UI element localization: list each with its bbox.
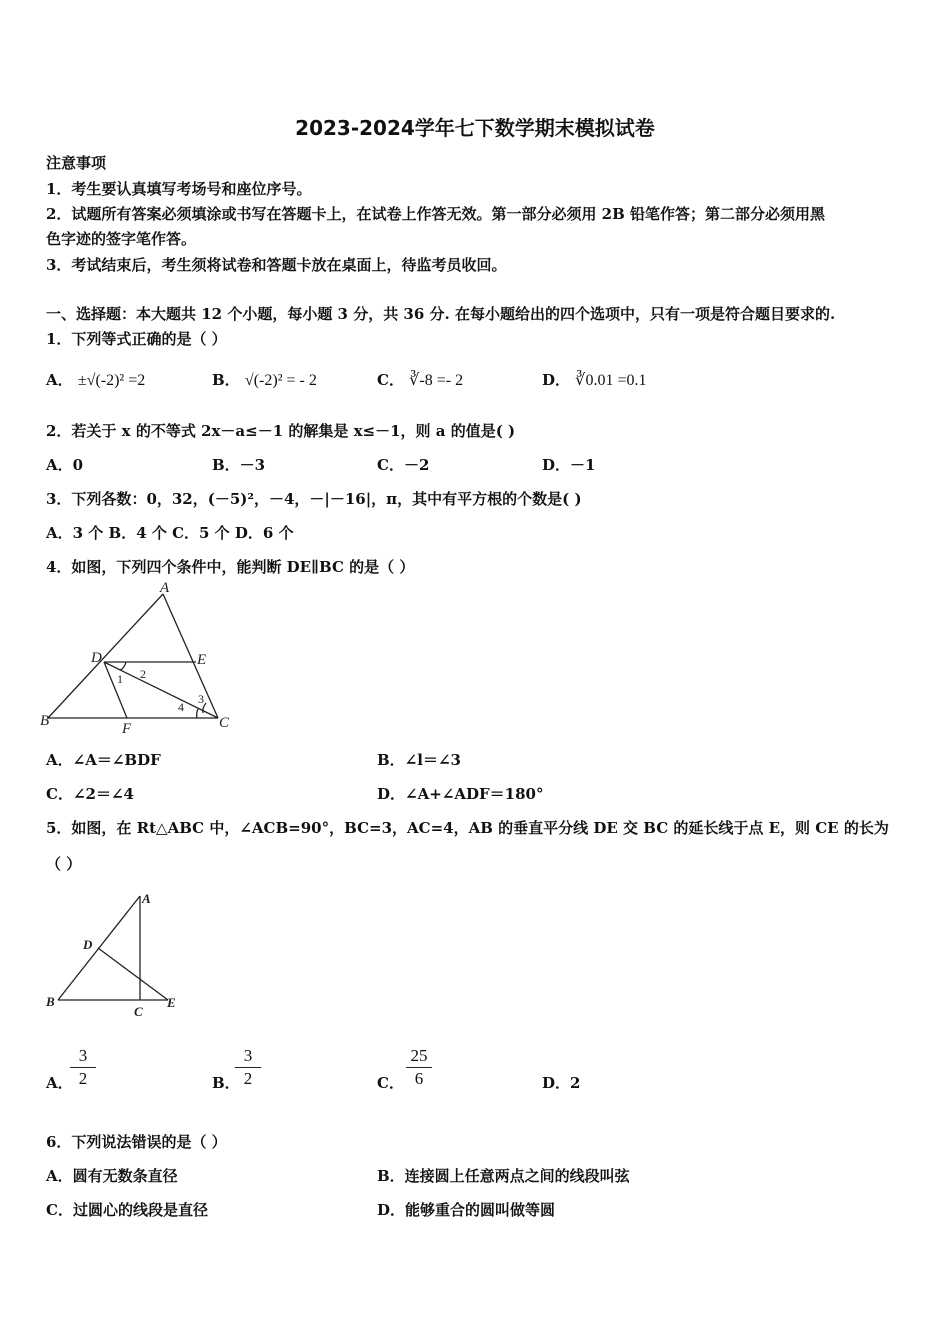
q4-label-e: E	[197, 652, 207, 668]
q2-option-d: D．－1	[542, 456, 596, 474]
q1-option-b	[212, 369, 317, 390]
q2-stem: 2．若关于 x 的不等式 2x－a≤－1 的解集是 x≤－1，则 a 的值是( )	[46, 422, 516, 440]
q4-option-d: D．∠A+∠ADF＝180°	[377, 785, 544, 803]
q1-b-label: B．	[212, 371, 240, 389]
q2-option-b: B．－3	[212, 456, 266, 474]
q4-angle-arc-1	[120, 662, 126, 670]
q1-c-math: ∛-8 =- 2	[409, 372, 464, 389]
q4-line-ac	[163, 594, 218, 718]
q1-option-a	[46, 369, 145, 390]
q4-label-a: A	[160, 582, 170, 596]
q6-option-a: A．圆有无数条直径	[46, 1167, 178, 1185]
q4-angle-arc-4	[197, 709, 198, 718]
q4-line-df	[104, 662, 127, 718]
q3-stem: 3．下列各数：0，32，(－5)²，－4，－|－16|，π，其中有平方根的个数是( )	[46, 490, 582, 508]
q5-label-b: B	[46, 994, 55, 1009]
q4-line-ab	[48, 594, 163, 718]
q4-label-d: D	[91, 650, 102, 666]
q5-c-denominator: 6	[414, 1069, 424, 1088]
q1-d-label: D．	[542, 371, 571, 389]
q4-angle-label-2: 2	[140, 667, 146, 681]
q5-c-label: C．	[377, 1074, 404, 1092]
q5-a-denominator: 2	[78, 1069, 88, 1088]
q4-figure	[40, 582, 240, 734]
q2-option-c: C．－2	[377, 456, 430, 474]
q6-option-c: C．过圆心的线段是直径	[46, 1201, 208, 1219]
q4-angle-label-4: 4	[178, 700, 184, 714]
q4-option-b: B．∠l＝∠3	[377, 751, 461, 769]
q5-label-e: E	[167, 995, 176, 1010]
q1-option-d	[542, 369, 646, 390]
q5-label-c: C	[134, 1004, 143, 1019]
q2-option-a: A．0	[46, 456, 84, 474]
page-title: 2023-2024学年七下数学期末模拟试卷	[295, 116, 655, 140]
q5-b-fraction	[235, 1046, 261, 1089]
q4-option-c: C．∠2＝∠4	[46, 785, 134, 803]
q4-label-b: B	[40, 713, 50, 729]
note-item-3: 3．考试结束后，考生须将试卷和答题卡放在桌面上，待监考员收回。	[46, 256, 507, 274]
q6-stem: 6．下列说法错误的是（ ）	[46, 1133, 227, 1151]
q4-angle-label-1: 1	[117, 672, 123, 686]
q1-c-label: C．	[377, 371, 404, 389]
section-heading: 一、选择题：本大题共 12 个小题，每小题 3 分，共 36 分. 在每小题给出的四个选项中，只有一项是符合题目要求的.	[46, 305, 836, 323]
q4-stem: 4．如图，下列四个条件中，能判断 DE∥BC 的是（ ）	[46, 558, 415, 576]
q1-stem: 1．下列等式正确的是（ ）	[46, 330, 227, 348]
q5-b-label: B．	[212, 1074, 240, 1092]
q1-a-math: ±√(-2)² =2	[77, 372, 146, 389]
q5-option-d: D．2	[542, 1074, 581, 1092]
q4-option-a: A．∠A＝∠BDF	[46, 751, 161, 769]
note-item-2-cont: 色字迹的签字笔作答。	[46, 230, 197, 248]
q4-line-dc	[104, 662, 218, 718]
q1-a-label: A．	[46, 371, 73, 389]
q5-b-denominator: 2	[243, 1069, 253, 1088]
note-item-2: 2．试题所有答案必须填涂或书写在答题卡上，在试卷上作答无效。第一部分必须用 2B 铅笔作答；第二部分必须用黑	[46, 205, 826, 223]
q5-c-fraction	[406, 1046, 432, 1089]
q3-options: A．3 个 B．4 个 C．5 个 D．6 个	[46, 524, 294, 542]
notes-heading: 注意事项	[46, 154, 107, 172]
q6-option-b: B．连接圆上任意两点之间的线段叫弦	[377, 1167, 630, 1185]
q5-a-fraction	[70, 1046, 96, 1089]
q5-stem: 5．如图，在 Rt△ABC 中，∠ACB=90°，BC=3，AC=4，AB 的垂直平分线 DE 交 BC 的延长线于点 E，则 CE 的长为	[46, 819, 889, 837]
q5-a-label: A．	[46, 1074, 73, 1092]
q5-label-a: A	[142, 891, 151, 906]
q5-figure	[42, 888, 192, 1023]
q4-angle-label-3: 3	[198, 692, 204, 706]
q5-label-d: D	[83, 937, 93, 952]
q5-c-numerator: 25	[406, 1046, 432, 1068]
q5-line-de	[98, 948, 168, 1000]
q5-stem-cont: （ ）	[46, 855, 82, 873]
q5-a-numerator: 3	[70, 1046, 96, 1068]
q1-option-c	[377, 369, 463, 390]
q4-label-c: C	[219, 715, 230, 731]
q4-label-f: F	[122, 721, 132, 734]
note-item-1: 1．考生要认真填写考场号和座位序号。	[46, 180, 312, 198]
q1-b-math: √(-2)² = - 2	[244, 372, 317, 389]
q5-b-numerator: 3	[235, 1046, 261, 1068]
q1-d-math: ∛0.01 =0.1	[575, 372, 647, 389]
q6-option-d: D．能够重合的圆叫做等圆	[377, 1201, 556, 1219]
